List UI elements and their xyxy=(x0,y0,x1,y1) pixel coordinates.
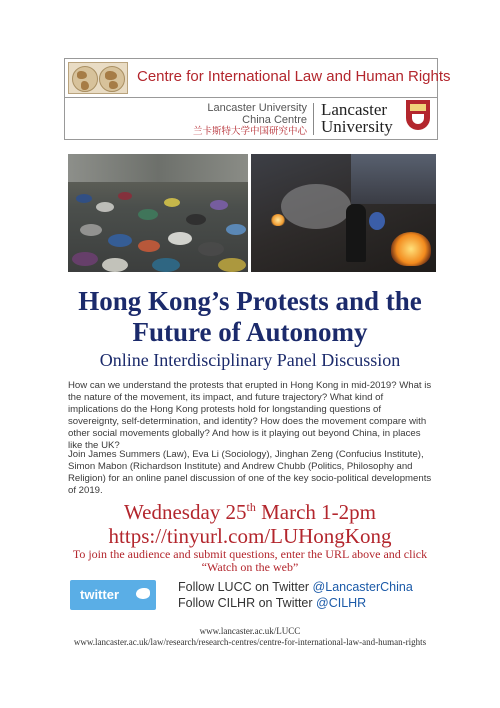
title-line2: Future of Autonomy xyxy=(132,317,368,347)
event-url-link[interactable]: https://tinyurl.com/LUHongKong xyxy=(108,524,392,548)
university-crest-icon xyxy=(406,100,430,130)
header-logo-block xyxy=(64,58,451,140)
cilhr-twitter-handle-link[interactable]: @CILHR xyxy=(316,596,367,610)
umbrella-crowd-photo xyxy=(68,154,248,272)
date-prefix: Wednesday 25 xyxy=(123,500,247,524)
centre-title: Centre for International Law and Human Rights xyxy=(137,68,451,85)
date-time: March 1-2pm xyxy=(255,500,376,524)
lu-line2: University xyxy=(321,117,393,136)
lucc-website-link[interactable]: www.lancaster.ac.uk/LUCC xyxy=(199,626,301,636)
date-suffix-sup: th xyxy=(246,500,256,514)
title-line1: Hong Kong’s Protests and the xyxy=(78,286,422,316)
join-line2: “Watch on the web” xyxy=(201,560,299,574)
twitter-bird-icon xyxy=(136,588,150,599)
join-instructions xyxy=(60,548,440,574)
lucc-logo xyxy=(125,102,307,138)
cilhr-website-link[interactable]: www.lancaster.ac.uk/law/research/research-centres/centre-for-international-law-and-human-rights xyxy=(73,637,427,647)
event-date xyxy=(0,500,500,525)
follow-lucc-text: Follow LUCC on Twitter xyxy=(178,580,313,594)
lancaster-university-logo xyxy=(321,101,393,135)
follow-lucc xyxy=(178,580,413,594)
follow-cilhr-text: Follow CILHR on Twitter xyxy=(178,596,317,610)
event-title xyxy=(0,286,500,348)
cilhr-banner xyxy=(65,59,451,98)
lucc-line2: China Centre xyxy=(242,114,307,126)
event-subtitle: Online Interdisciplinary Panel Discussion xyxy=(99,350,401,370)
world-map-logo xyxy=(68,62,128,94)
follow-cilhr xyxy=(178,596,366,610)
twitter-logo xyxy=(70,580,156,610)
lucc-twitter-handle-link[interactable]: @LancasterChina xyxy=(312,580,413,594)
lucc-line1: Lancaster University xyxy=(207,102,307,114)
join-line1: To join the audience and submit questions, enter the URL above and click xyxy=(72,547,428,561)
description-paragraph: How can we understand the protests that erupted in Hong Kong in mid-2019? What is the nature of the movement, its impact, and future trajectory? What kind of implications do the Hong Kong protests hold for longstanding questions of sovereignty, self-determination, and identity? How does the movement compare with other social movements globally? And how is it playing out beyond China, in places like the UK? xyxy=(68,380,432,451)
lucc-chinese: 兰卡斯特大学中国研究中心 xyxy=(192,126,307,137)
twitter-wordmark: twitter xyxy=(80,587,119,602)
protest-fire-photo xyxy=(251,154,436,272)
lu-line1: Lancaster xyxy=(321,100,388,119)
logo-divider xyxy=(313,103,314,135)
speakers-paragraph: Join James Summers (Law), Eva Li (Sociology), Jinghan Zeng (Confucius Institute), Simon Mabon (Richardson Institute) and Andrew Chubb (Politics, Philosophy and Religion) for an online panel discussion of one of the key socio-political developments of 2019. xyxy=(68,449,432,496)
